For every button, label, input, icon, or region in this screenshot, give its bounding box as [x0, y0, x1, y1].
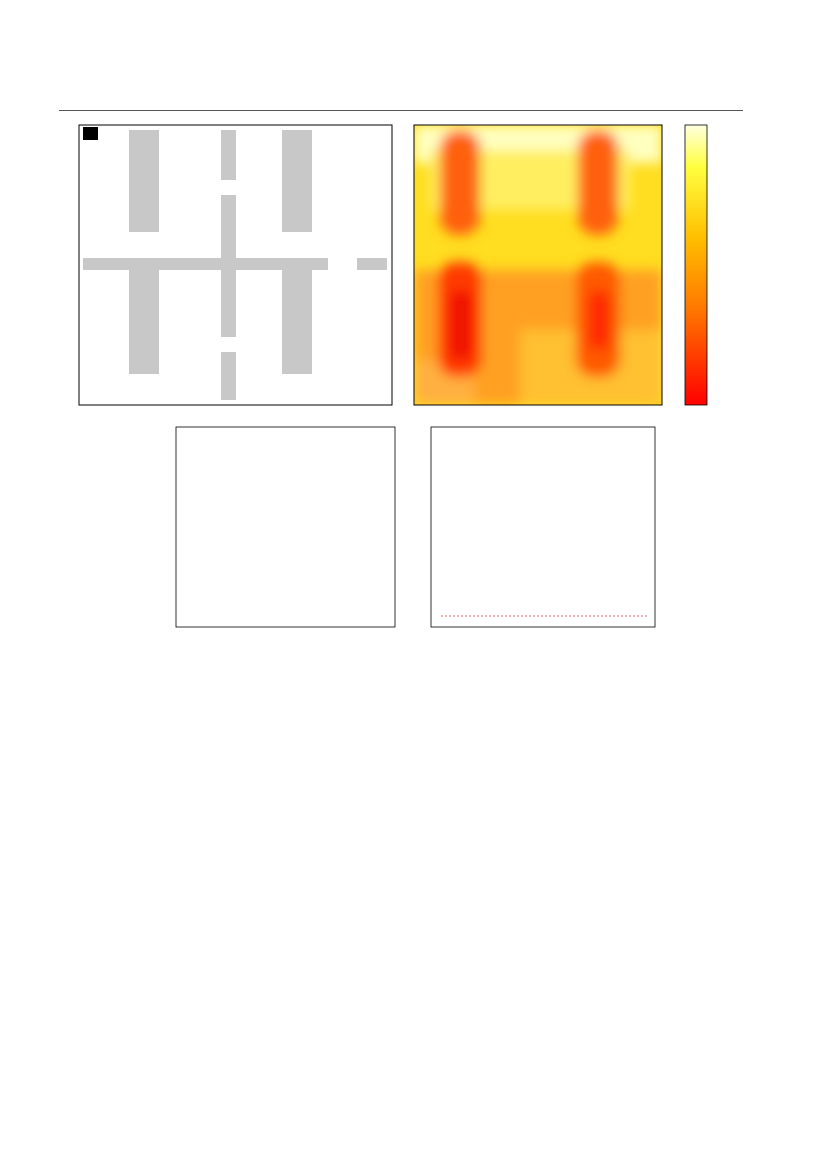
maze-wall — [357, 258, 387, 270]
maze-wall — [221, 352, 236, 400]
population-plot — [176, 427, 395, 627]
maze-wall — [282, 269, 312, 374]
maze-wall — [129, 269, 159, 374]
fitness-heatmap — [414, 125, 662, 405]
goal-marker — [83, 127, 98, 140]
maze-wall — [129, 130, 159, 232]
maze-wall — [282, 130, 312, 232]
right-column — [413, 718, 745, 732]
maze-wall — [221, 130, 236, 180]
colorbar — [685, 125, 707, 405]
population-plot-frame — [176, 427, 395, 627]
performance-plot-frame — [431, 427, 655, 627]
colorbar-gradient — [685, 125, 707, 405]
behavior-plot — [79, 125, 392, 405]
performance-plot — [431, 427, 655, 627]
left-column — [59, 718, 391, 788]
maze-wall — [83, 258, 328, 270]
